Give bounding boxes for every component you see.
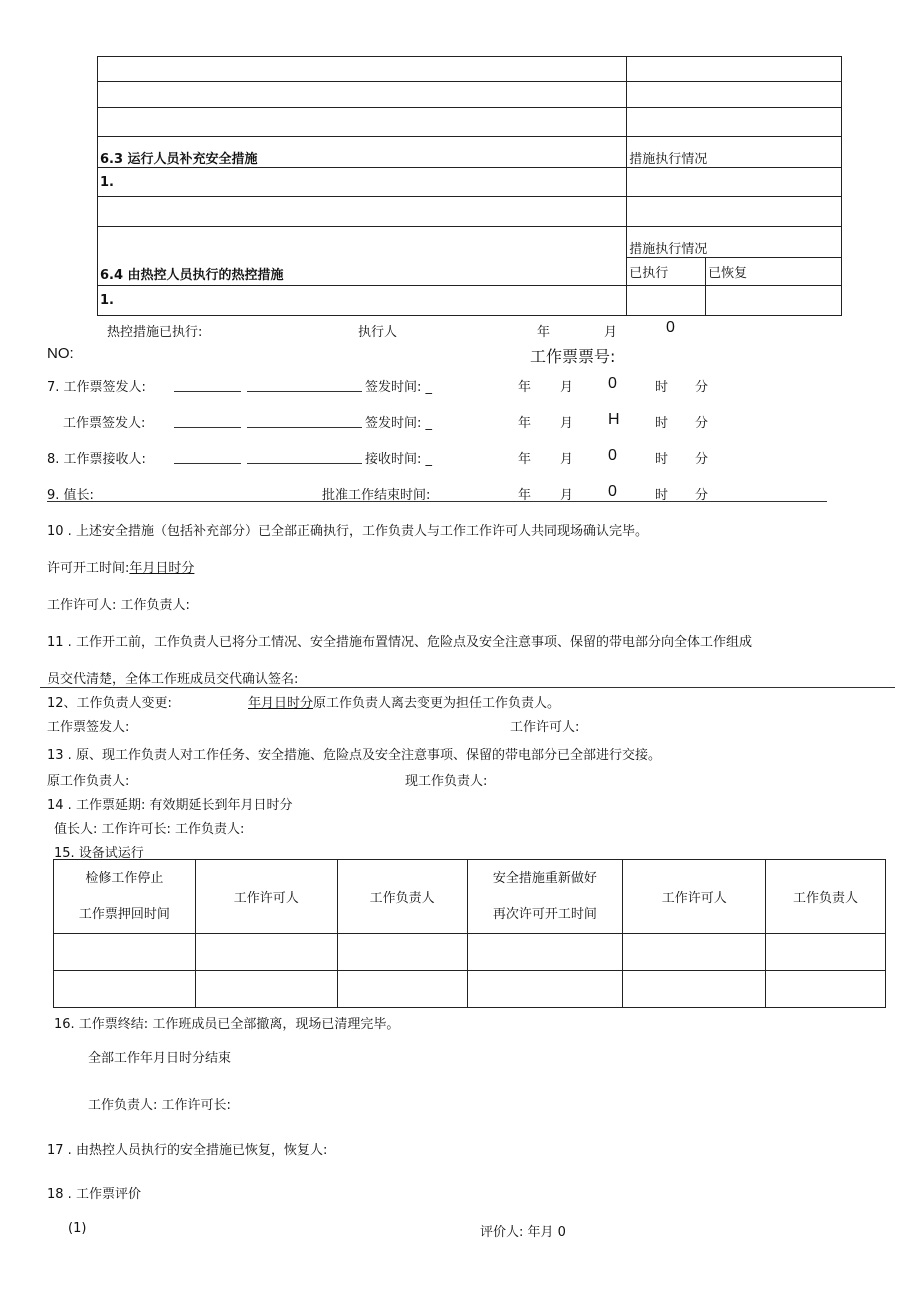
item-16-text: 16. 工作票终结: 工作班成员已全部撤离，现场已清理完毕。 (54, 1017, 400, 1032)
no-label: NO: (47, 345, 74, 362)
month-label: 月 (560, 380, 574, 395)
item-18-text: 18 . 工作票评价 (47, 1187, 141, 1202)
section-6-3-label: 6.3 运行人员补充安全措施 (98, 137, 627, 168)
blank-cell (467, 934, 623, 971)
evaluator-label: 评价人: 年月 0 (480, 1225, 566, 1240)
signature-line (174, 391, 241, 392)
blank-cell (98, 197, 627, 227)
signature-line (247, 463, 362, 464)
day-value: 0 (666, 319, 675, 336)
issuer-label: 工作票签发人: (47, 720, 130, 735)
thermal-executed-label: 热控措施已执行: (107, 325, 203, 340)
blank-cell (337, 934, 467, 971)
year-label: 年 (518, 416, 532, 431)
minute-label: 分 (695, 416, 709, 431)
section-6-4-row-1: 1. (98, 286, 627, 316)
blank-cell (98, 82, 627, 108)
blank-cell (54, 971, 196, 1008)
item-12-label: 12、工作负责人变更: (47, 696, 172, 711)
receiver-label: 8. 工作票接收人: (47, 452, 146, 467)
month-label: 月 (560, 452, 574, 467)
blank-cell (98, 57, 627, 82)
blank-cell (627, 197, 842, 227)
start-time-value: 年月日时分 (129, 561, 195, 576)
day-value: 0 (608, 375, 617, 392)
item-10-signers: 工作许可人: 工作负责人: (47, 598, 190, 613)
section-6-4-label: 6.4 由热控人员执行的热控措施 (98, 227, 627, 286)
executed-header: 已执行 (627, 258, 706, 286)
executor-label: 执行人 (358, 325, 398, 340)
blank-cell (195, 934, 337, 971)
hour-label: 时 (655, 380, 669, 395)
trial-run-title: 15. 设备试运行 (54, 846, 144, 861)
item-11-line-1: 11 . 工作开工前，工作负责人已将分工情况、安全措施布置情况、危险点及安全注意事项、保留的带电部分向全体工作组成 (47, 635, 752, 650)
blank-cell (706, 286, 842, 316)
section-6-4-status-header: 措施执行情况 (627, 227, 842, 258)
section-6-3-row-1: 1. (98, 168, 627, 197)
year-label: 年 (518, 380, 532, 395)
day-value: 0 (608, 447, 617, 464)
minute-label: 分 (695, 380, 709, 395)
item-14-signers: 值长人: 工作许可长: 工作负责人: (54, 822, 245, 837)
month-label: 月 (560, 416, 574, 431)
signature-line (247, 391, 362, 392)
month-label: 月 (604, 325, 618, 340)
signature-line (174, 427, 241, 428)
signer-label: 工作票签发人: (63, 416, 146, 431)
item-12-text: 原工作负责人离去变更为担任工作负责人。 (313, 696, 561, 711)
change-time-value: 年月日时分 (248, 696, 314, 711)
blank-cell (623, 934, 766, 971)
duty-chief-label: 9. 值长: (47, 488, 94, 503)
item-14-text: 14 . 工作票延期: 有效期延长到年月日时分 (47, 798, 293, 813)
header-leader: 工作负责人 (337, 860, 467, 934)
section-6-3-status-header: 措施执行情况 (627, 137, 842, 168)
header-leader-2: 工作负责人 (766, 860, 886, 934)
evaluation-item-1: (1) (68, 1221, 87, 1236)
blank-cell (627, 168, 842, 197)
blank-cell (98, 108, 627, 137)
item-11-line-2: 员交代清楚，全体工作班成员交代确认签名: (47, 672, 299, 687)
blank-cell (766, 971, 886, 1008)
blank-cell (467, 971, 623, 1008)
minute-label: 分 (695, 488, 709, 503)
item-10-text: 10 . 上述安全措施（包括补充部分）已全部正确执行，工作负责人与工作工作许可人共同现场确认完毕。 (47, 524, 648, 539)
minute-label: 分 (695, 452, 709, 467)
signature-line (247, 427, 362, 428)
item-17-text: 17 . 由热控人员执行的安全措施已恢复，恢复人: (47, 1143, 328, 1158)
end-time-label: 批准工作结束时间: (322, 488, 431, 503)
time-label: 签发时间: _ (365, 416, 433, 431)
restored-header: 已恢复 (706, 258, 842, 286)
blank-cell (627, 57, 842, 82)
divider (47, 501, 827, 502)
start-time-label: 许可开工时间: (47, 561, 130, 576)
hour-label: 时 (655, 416, 669, 431)
divider (40, 687, 895, 688)
year-label: 年 (518, 452, 532, 467)
header-stop-time: 检修工作停止 工作票押回时间 (54, 860, 196, 934)
month-label: 月 (560, 488, 574, 503)
blank-cell (54, 934, 196, 971)
signer-label: 7. 工作票签发人: (47, 380, 146, 395)
blank-cell (627, 82, 842, 108)
blank-cell (195, 971, 337, 1008)
time-label: 接收时间: _ (365, 452, 433, 467)
ticket-number-label: 工作票票号: (530, 347, 616, 366)
year-label: 年 (518, 488, 532, 503)
safety-measures-table (97, 56, 842, 316)
blank-cell (627, 286, 706, 316)
permitter-label: 工作许可人: (510, 720, 580, 735)
old-leader-label: 原工作负责人: (47, 774, 130, 789)
header-permitter: 工作许可人 (195, 860, 337, 934)
new-leader-label: 现工作负责人: (405, 774, 488, 789)
item-13-text: 13 . 原、现工作负责人对工作任务、安全措施、危险点及安全注意事项、保留的带电部分已全部进行交接。 (47, 748, 661, 763)
header-restart-time: 安全措施重新做好 再次许可开工时间 (467, 860, 623, 934)
item-16-signers: 工作负责人: 工作许可长: (88, 1098, 231, 1113)
blank-cell (627, 108, 842, 137)
day-value: 0 (608, 483, 617, 500)
signature-line (174, 463, 241, 464)
blank-cell (766, 934, 886, 971)
trial-run-table (53, 859, 886, 1008)
time-label: 签发时间: _ (365, 380, 433, 395)
completion-time: 全部工作年月日时分结束 (88, 1051, 232, 1066)
hour-label: 时 (655, 488, 669, 503)
year-label: 年 (537, 325, 551, 340)
blank-cell (337, 971, 467, 1008)
header-permitter-2: 工作许可人 (623, 860, 766, 934)
hour-label: 时 (655, 452, 669, 467)
day-value: H (608, 411, 620, 428)
blank-cell (623, 971, 766, 1008)
